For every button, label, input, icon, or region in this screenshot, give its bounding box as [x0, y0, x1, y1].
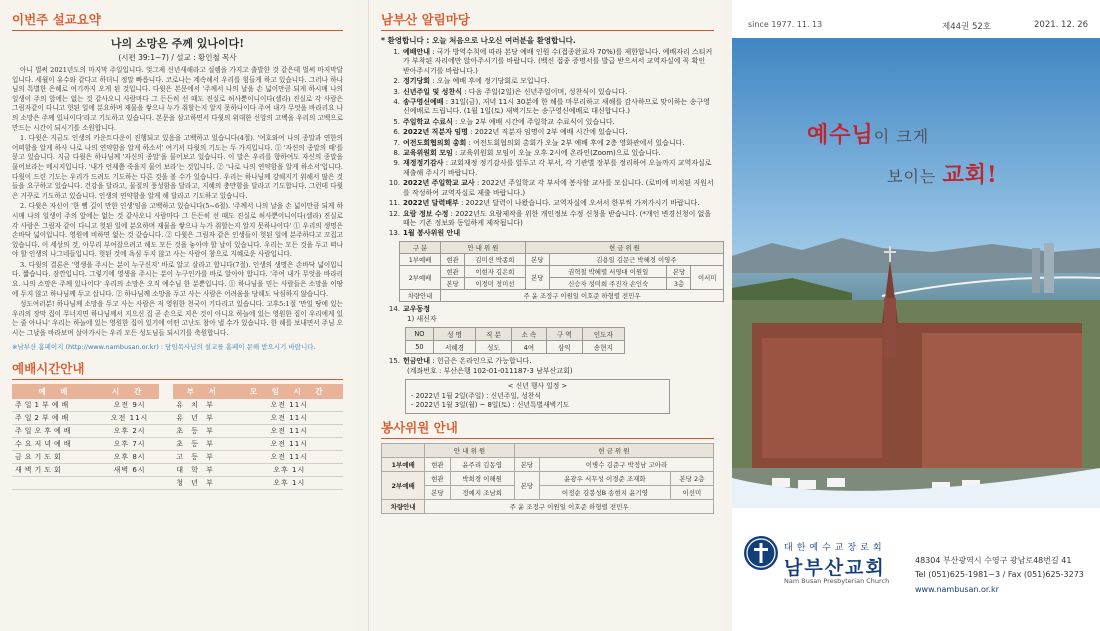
worship-section-title: 예배시간안내 — [12, 359, 343, 380]
table-cell: 정예지 조남희 — [450, 485, 514, 499]
table-cell: 1부예배 — [400, 253, 441, 265]
item-body — [403, 48, 714, 76]
list-item — [381, 128, 714, 137]
item-number: 6. — [393, 128, 400, 137]
table-gap — [159, 463, 173, 476]
worship-table — [12, 384, 343, 490]
table-header: 안 내 위 원 — [441, 241, 526, 253]
volunteer-jan-table — [399, 241, 724, 302]
item-title: 1월 봉사위원 안내 — [403, 229, 461, 238]
table-cell: 현관 — [425, 471, 450, 485]
list-item — [381, 149, 714, 158]
table-cell: 박희경 이해원 — [450, 471, 514, 485]
table-cell: 차량안내 — [382, 499, 425, 513]
table-cell: 주 윤 조정구 이원일 이호준 하형렬 전민우 — [441, 289, 724, 301]
table-cell: 오후 2시 — [100, 424, 159, 437]
slogan-word: 이 크게 — [873, 127, 930, 146]
item-number: 1. — [393, 48, 400, 56]
list-item — [381, 118, 714, 127]
table-cell: 주일1부예배 — [12, 399, 100, 412]
announcements-title: 남부산 알림마당 — [381, 10, 714, 31]
item-number: 4. — [393, 98, 400, 107]
table-cell: 3층 — [667, 277, 691, 289]
table-row — [12, 463, 343, 476]
table-cell: 현관 — [441, 253, 465, 265]
table-cell: 고 등 부 — [173, 450, 235, 463]
table-gap — [159, 399, 173, 412]
item-body — [403, 229, 714, 238]
table-cell: 오후 1시 — [236, 463, 343, 476]
table-cell: 새벽 6시 — [100, 463, 159, 476]
item-sub: 1) 새신자 — [407, 315, 437, 324]
slogan-line-2 — [887, 158, 998, 189]
sermon-body — [12, 66, 343, 339]
new-member-table — [405, 327, 625, 354]
cover-panel — [732, 0, 1100, 631]
item-text: : 2022년 달력이 나왔습니다. 교역자실에 오셔서 한부씩 가져가시기 바랍니다. — [458, 199, 700, 208]
table-cell: 수요저녁예배 — [12, 437, 100, 450]
item-text: : 2022년 직분자 임명이 2부 예배 시간에 있습니다. — [467, 128, 628, 137]
item-number: 5. — [393, 117, 400, 126]
item-body — [403, 210, 714, 229]
item-body — [403, 118, 714, 127]
table-cell: 대 학 부 — [173, 463, 235, 476]
table-cell: 유 치 부 — [173, 399, 235, 412]
table-cell: 현관 — [441, 265, 465, 277]
table-row — [12, 437, 343, 450]
sermon-title: 나의 소망은 주께 있나이다! — [110, 37, 245, 50]
item-body — [403, 305, 714, 314]
list-item — [381, 199, 714, 208]
worship-header: 시 간 — [100, 384, 159, 399]
worship-header: 부 서 — [173, 384, 235, 399]
item-text: : 교회재정 정기감사를 앞두고 각 부서, 각 기관별 장부를 정리하여 오늘까지 교역자실로 제출해 주시기 바랍니다. — [403, 159, 712, 177]
table-cell: 오전 11시 — [100, 411, 159, 424]
table-gap — [159, 450, 173, 463]
church-website-link[interactable]: www.nambusan.or.kr — [915, 585, 999, 594]
church-footer — [732, 510, 1100, 631]
item-text: : 오늘 2부 예배 시간에 주일학교 수료식이 있습니다. — [452, 117, 615, 126]
list-item — [381, 159, 714, 178]
table-cell — [100, 476, 159, 489]
table-cell: 권혁철 박혜렬 서영대 이원일 — [549, 265, 667, 277]
table-cell: 오전 11시 — [236, 411, 343, 424]
denomination: 대한예수교장로회 — [784, 543, 886, 553]
table-cell: 서혜경 — [433, 340, 475, 353]
table-row — [12, 450, 343, 463]
table-header: 소 속 — [511, 327, 546, 340]
sermon-panel — [0, 0, 355, 631]
table-cell: 2부예배 — [400, 265, 441, 289]
item-title: 정기당회 — [403, 77, 431, 86]
table-cell: 2부예배 — [382, 471, 425, 499]
table-cell: 이서미 — [691, 265, 724, 289]
sermon-paragraph: 성도여러분! 하나님께 소망을 두고 사는 사람은 저 영원한 천국이 기다리고 있습니다. 고후5:1절 '만일 땅에 있는 우리의 장막 집이 무너지면 하나님께서 지으신 집 곧 손으로 지은 것이 아니요 하늘에 있는 영원한 집이 우리에게 있는 줄 아나니' 우리는 하늘에 있는 영원한 집이 있기에 어떤 고난도 참아 낼 수가 있습니다. 한 해를 보내면서 주님 오시는 그날을 바라보며 살아가시는 우리 모든 성도님들 되시기를 축원합니다. — [12, 300, 343, 338]
table-cell: 주 윤 조정구 이원일 이호준 하형렬 전민우 — [425, 499, 714, 513]
since-date: since 1977. 11. 13 — [748, 20, 823, 29]
table-header: 헌 금 위 원 — [525, 241, 723, 253]
list-item — [381, 357, 714, 366]
item-text: : 2022년도 요람제작을 위한 개인정보 수정 신청을 받습니다. (*개인 변경신청이 없을 때는 기존 정보와 동일하게 제작됩니다) — [403, 209, 712, 227]
item-title: 요람 정보 수정 — [403, 209, 449, 218]
sermon-paragraph: 아니 벌써 2021년도의 마지막 주일입니다. 엊그제 신년새해라고 설렘을 가지고 출발한 것 같은데 벌써 마지막달입니다. 세월이 유수와 같다고 하더니 정말 빠릅니다. 코로나는 계속해서 우리를 힘들게 하고 있습니다. 그러나 하나님의 특별한 은혜로 여기까지 오게 된 것입니다. 다윗은 본문에서 '주께서 나의 날을 손 넓이만큼 되게 하시매 나의 일생이 주의 앞에는 없는 것 같사오니 사람마다 그 든든히 선 때도 진실로 허사뿐이니이다(셀라) 진실로 각 사람은 그림자같이 다니고 헛된 일에 분요하며 재물을 쌓으나 누가 취할는지 알지 못하나이다 주여 내가 무엇을 바라리요 나의 소망은 주께 있나이다'라고 기도하고 있습니다. 본문을 삼고하면서 다윗의 위대한 신앙의 고백을 우리의 고백으로 만드는 시간이 되시기를 소원합니다. — [12, 66, 343, 132]
table-cell: 김미선 박종희 — [464, 253, 525, 265]
table-cell: 김용일 김문근 박혜경 이영주 — [549, 253, 723, 265]
schedule-line: < 신년 행사 일정 > — [507, 382, 568, 391]
item-text: : 교육위원회 모임이 오늘 오후 2시에 온라인(Zoom)으로 있습니다. — [452, 149, 661, 158]
table-cell: 본당 2층 — [670, 471, 713, 485]
item-text: : 2022년 주일학교 각 부서에 봉사할 교사를 모십니다. (로비에 비치된 지원서를 작성하여 교역자실로 제출 바랍니다.) — [403, 179, 714, 197]
table-row — [12, 399, 343, 412]
worship-header: 모 임 시 간 — [236, 384, 343, 399]
list-item — [381, 77, 714, 86]
table-cell: 본당 — [425, 485, 450, 499]
table-header: NO — [406, 327, 434, 340]
table-cell: 이현자 김은희 — [464, 265, 525, 277]
slogan-word: 보이는 — [887, 167, 943, 186]
item-number: 12. — [388, 209, 400, 218]
item-number: 8. — [393, 149, 400, 158]
item-number: 10. — [388, 179, 400, 188]
sermon-meta: (시편 39:1~7) / 설교 : 황인철 목사 — [118, 53, 237, 62]
item-number: 11. — [388, 199, 400, 208]
sermon-paragraph: 2. 다윗은 자신이 '한 뼘 길이 만한 인생'임을 고백하고 있습니다(5~6절). '주께서 나의 날을 손 넓이만큼 되게 하시매 나의 일생이 주의 앞에는 없는 것 같사오니 사람마다 그 든든히 선 때도 진실로 허사뿐이니이다(셀라) 진실로 각 사람은 그림자 같이 다니고 헛된 일에 분요하며 재물을 쌓으나 누가 취할는지 알지 못하나이다' ① 우리의 생명은 손바닥 넓이입니다. 영원에 비하면 없는 것 같습니다. ② 다윗은 그림자 같은 인생들이 헛된 일에 분주하다고 꼬집고 있습니다. 이 세상의 것, 아무리 부여잡으려고 해도 모든 것을 놓아야 할 날이 있습니다. 우리는 모든 것을 두고 떠나야 할 인생의 나그네들입니다. 헛된 것에 욕심 두지 않고 사는 사람이 참으로 지혜로운 사람입니다. — [12, 202, 343, 259]
item-body — [403, 98, 714, 117]
item-title: 2022년 직분자 임명 — [403, 128, 468, 137]
table-row — [12, 476, 343, 489]
item-title: 주일학교 수료식 — [403, 117, 453, 126]
table-cell: 본당 — [441, 277, 465, 289]
welcome-line: * 환영합니다 : 오늘 처음으로 나오신 여러분을 환영합니다. — [381, 36, 576, 45]
item-title: 2022년 달력배부 — [403, 199, 459, 208]
item-body — [403, 357, 714, 366]
list-item — [381, 229, 714, 238]
schedule-line: - 2022년 1월 3일(월) ~ 8일(토) : 신년특별새벽기도 — [411, 401, 570, 410]
list-item — [381, 210, 714, 229]
item-title: 여전도회협의회 총회 — [403, 138, 467, 147]
item-body — [403, 128, 714, 137]
table-cell: 이정순 김봉성B 송현지 윤기영 — [540, 485, 671, 499]
slogan-line-1 — [807, 118, 929, 149]
new-year-schedule-box — [405, 379, 670, 414]
table-row — [12, 411, 343, 424]
table-cell: 오전 11시 — [236, 450, 343, 463]
item-body — [403, 88, 714, 97]
sermon-paragraph: 3. 다윗의 결론은 '영생을 주시는 분이 누구신지' 바로 알고 살라고 합니다(7절). 인생의 생명은 손바닥 넓이입니다. 짧습니다. 잠깐입니다. 그렇기에 영생을 주시는 분이 누구인가를 바로 알아야 합니다. '주여 내가 무엇을 바라리요. 나의 소망은 주께 있나이다' 우리의 소망은 오직 예수님 한 분뿐입니다. ① 하나님을 믿는 사람들은 소망을 이땅에 두지 않고 하나님께 두고 삽니다. ② 하나님께 소망을 두고 사는 사람은 어려움을 당해도 낙심하지 않습니다. — [12, 260, 343, 298]
announcement-list — [381, 357, 714, 377]
announcements-panel — [368, 0, 724, 631]
table-cell: 삼익 — [547, 340, 582, 353]
table-row — [12, 424, 343, 437]
item-number: 2. — [393, 77, 400, 86]
table-header: 헌 금 위 원 — [514, 443, 713, 457]
volunteer-table — [381, 443, 714, 514]
table-gap — [159, 424, 173, 437]
item-text: : 국가 방역수칙에 따라 본당 예배 인원 수(접종완료자 70%)를 제한합니다. 예배자리 스티커가 부착된 자리에만 앉아주시기를 바랍니다. (백신 접종 증명서를 발급 받으셔서 교역자실에 꼭 확인 받아주시기를 바랍니다.) — [403, 48, 713, 75]
item-title: 예배안내 — [403, 48, 431, 56]
table-cell: 송현지 — [582, 340, 624, 353]
table-cell — [12, 476, 100, 489]
table-cell: 윤주리 김동엽 — [450, 457, 514, 471]
table-cell: 주일2부예배 — [12, 411, 100, 424]
table-cell: 유 년 부 — [173, 411, 235, 424]
list-item — [381, 139, 714, 148]
slogan-word: 예수님 — [807, 122, 874, 148]
announcement-list — [381, 305, 714, 325]
table-cell: 차량안내 — [400, 289, 441, 301]
table-cell: 금요기도회 — [12, 450, 100, 463]
table-cell: 50 — [406, 340, 434, 353]
table-gap — [159, 384, 173, 399]
table-header: 직 분 — [476, 327, 511, 340]
item-body — [403, 199, 714, 208]
slogan-word: 교회! — [942, 162, 998, 188]
table-header: 성 명 — [433, 327, 475, 340]
table-cell: 초 등 부 — [173, 437, 235, 450]
table-header — [382, 443, 425, 457]
table-cell: 새벽기도회 — [12, 463, 100, 476]
table-cell: 오후 7시 — [100, 437, 159, 450]
church-phone: Tel (051)625-1981~3 / Fax (051)625-3273 — [915, 570, 1084, 579]
table-cell: 오후 1시 — [236, 476, 343, 489]
worship-header: 예 배 — [12, 384, 100, 399]
table-cell: 이선미 — [670, 485, 713, 499]
church-logo-icon — [744, 536, 778, 570]
table-gap — [159, 476, 173, 489]
table-header: 구 역 — [547, 327, 582, 340]
table-header: 인도자 — [582, 327, 624, 340]
item-number: 9. — [393, 159, 400, 168]
announcement-list — [381, 48, 714, 239]
account-line: (계좌번호 : 부산은행 102-01-011187-3 남부산교회) — [407, 366, 573, 375]
table-cell: 4여 — [511, 340, 546, 353]
item-body — [403, 149, 714, 158]
item-text: : 여전도회협의회 총회가 오늘 2부 예배 후에 2층 영화관에서 있습니다. — [466, 138, 685, 147]
item-number: 3. — [393, 87, 400, 96]
item-text: : 다음 주일(2일)은 신년주일이며, 성찬식이 있습니다. — [461, 87, 628, 96]
worship-rows — [12, 399, 343, 490]
church-name: 남부산교회 — [784, 557, 886, 579]
table-cell: 윤광우 서무성 이경준 조재화 — [540, 471, 671, 485]
item-body — [403, 139, 714, 148]
item-body — [403, 159, 714, 178]
item-number: 13. — [388, 229, 400, 238]
item-title: 송구영신예배 — [403, 98, 444, 107]
schedule-line: - 2022년 1월 2일(주일) : 신년주일, 성찬식 — [411, 391, 541, 400]
bulletin-date: 2021. 12. 26 — [1034, 20, 1089, 30]
list-item — [381, 98, 714, 117]
item-number: 15. — [388, 356, 400, 365]
table-cell: 본당 — [525, 253, 549, 265]
table-cell: 초 등 부 — [173, 424, 235, 437]
item-text: : 오늘 예배 후에 정기당회로 모입니다. — [430, 77, 550, 86]
item-text: : 31일(금), 저녁 11시 30분에 한 해를 마무리하고 새해를 감사하므로 맞이하는 송구영신예배로 드립니다. (1월 1일(토) 새벽기도는 송구영신예배로 대신합니다.) — [403, 98, 710, 116]
item-title: 헌금안내 — [403, 356, 431, 365]
issue-number: 제44권 52호 — [942, 22, 991, 32]
list-item — [381, 305, 714, 314]
sermon-paragraph: 1. 다윗은 지금도 인생의 카운트다운이 진행되고 있음을 고백하고 있습니다(4절). '여호와여 나의 종말과 연한의 어떠함을 알게 하사 나로 나의 연약함을 알게 하소서' 여기서 다윗의 기도는 두 가지입니다. ① '자신의 종말의 때'를 묻고 있습니다. 지금 다윗은 하나님께 '자신의 종말'을 물어보고 있습니다. 이 말은 우리를 향하여도 자신의 종말을 물어보라는 메시지입니다. '내가 언제쯤 죽을지 물어 보라'는 것입니다. ② '나로 나의 연약함을 알게 하소서'입니다. 다윗이 드린 기도는 우리가 드려도 기도하는 다른 것을 볼 수가 있습니다. 우리는 하나님께 강해지기 위해서 많은 것들을 요구하고 있습니다. 건강을 달라고, 물질의 풍성함을 달라고, 지혜의 충만함을 달라고 기도합니다. 그런데 다윗은 거꾸로 기도하고 있습니다. 인생의 연약함을 알게 해 달라고 기도하고 있습니다. — [12, 134, 344, 200]
table-header: 안 내 위 원 — [425, 443, 515, 457]
table-cell: 이경미 정미선 — [464, 277, 525, 289]
table-cell: 오전 9시 — [100, 399, 159, 412]
item-title: 교우동정 — [403, 304, 431, 313]
table-cell: 본당 — [667, 265, 691, 277]
table-header: 구 분 — [400, 241, 441, 253]
table-cell: 신승자 성미희 주진자 손인숙 — [549, 277, 667, 289]
table-cell: 본당 — [514, 457, 539, 471]
table-cell: 본당 — [514, 471, 539, 499]
item-body — [403, 77, 714, 86]
church-address: 48304 부산광역시 수영구 광남로48번길 41 — [915, 556, 1072, 565]
church-photo — [732, 38, 1100, 508]
table-cell: 오후 8시 — [100, 450, 159, 463]
list-item — [381, 179, 714, 198]
table-cell: 오전 11시 — [236, 437, 343, 450]
sermon-section-title: 이번주 설교요약 — [12, 10, 343, 31]
item-number: 7. — [393, 138, 400, 147]
list-item — [381, 88, 714, 97]
item-number: 14. — [388, 304, 400, 313]
table-cell: 현관 — [425, 457, 450, 471]
table-cell: 이병수 김준구 박정남 고아라 — [540, 457, 714, 471]
item-text: : 헌금은 온라인으로 가능합니다. — [430, 356, 532, 365]
list-item — [381, 48, 714, 76]
table-gap — [159, 437, 173, 450]
table-cell: 본당 — [525, 265, 549, 289]
item-title: 신년주일 및 성찬식 — [403, 87, 462, 96]
table-cell: 오전 11시 — [236, 399, 343, 412]
homepage-note: ※남부산 홈페이지 (http://www.nambusan.or.kr) : 담임목사님의 설교를 홈페이 문해 받으시기 바랍니다. — [12, 342, 316, 351]
church-english-name: Nam Busan Presbyterian Church — [784, 577, 890, 585]
table-cell: 오전 11시 — [236, 424, 343, 437]
table-cell: 주일오후예배 — [12, 424, 100, 437]
volunteer-section-title: 봉사위원 안내 — [381, 418, 714, 439]
table-gap — [159, 411, 173, 424]
item-title: 2022년 주일학교 교사 — [403, 179, 475, 188]
table-cell: 청 년 부 — [173, 476, 235, 489]
table-cell: 1부예배 — [382, 457, 425, 471]
item-title: 재정정기감사 — [403, 159, 444, 168]
item-body — [403, 179, 714, 198]
item-title: 교육위원회 모임 — [403, 149, 453, 158]
table-cell: 성도 — [476, 340, 511, 353]
